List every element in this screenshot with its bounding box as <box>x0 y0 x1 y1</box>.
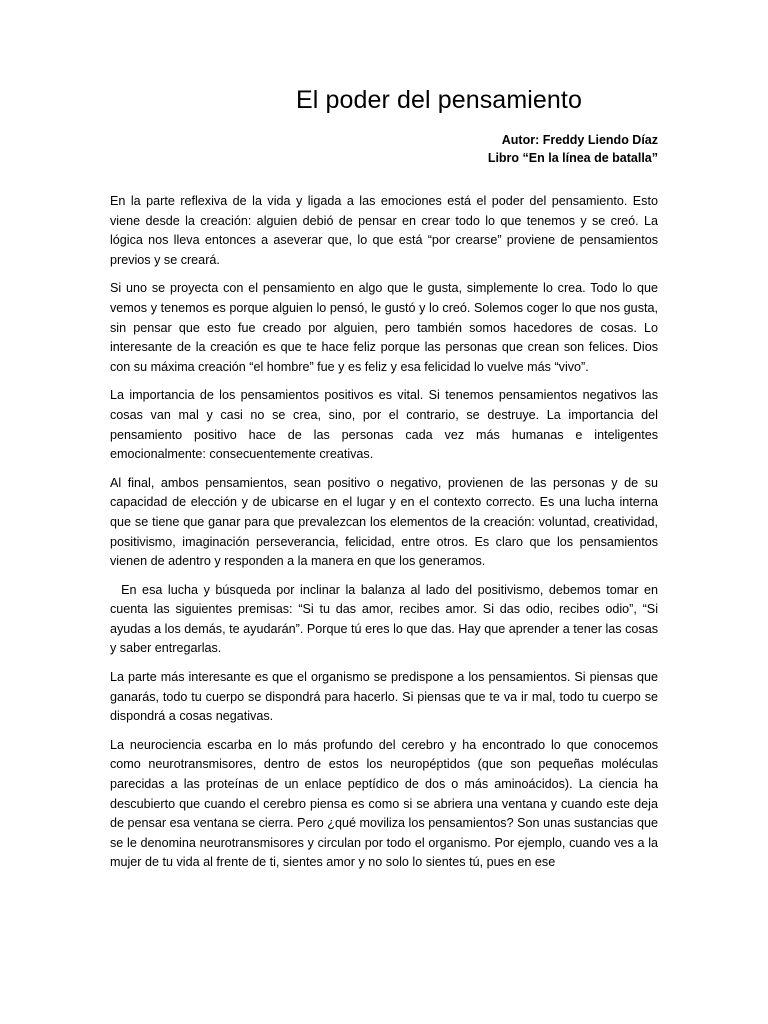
paragraph: La importancia de los pensamientos positivos es vital. Si tenemos pensamientos negativos las cosas van mal y casi no se crea, sino, por el contrario, se destruye. La importancia del pensamiento positivo hace de las personas cada vez más humanas e inteligentes emocionalmente: consecuentemente creativas. <box>110 388 658 462</box>
book-line: Libro “En la línea de batalla” <box>487 151 658 165</box>
author-line: Autor: Freddy Liendo Díaz <box>501 133 658 147</box>
paragraph: La neurociencia escarba en lo más profundo del cerebro y ha encontrado lo que conocemos como neurotransmisores, dentro de estos los neuropéptidos (que son pequeñas moléculas parecidas a las proteínas de un enlace peptídico de dos o más aminoácidos). La ciencia ha descubierto que cuando el cerebro piensa es como si se abriera una ventana y cuando este deja de pensar esa ventana se cierra. Pero ¿qué moviliza los pensamientos? Son unas sustancias que se le denomina neurotransmisores y circulan por todo el organismo. Por ejemplo, cuando ves a la mujer de tu vida al frente de ti, sientes amor y no solo lo sientes tú, pues en ese <box>110 737 658 870</box>
document-title: El poder del pensamiento <box>296 86 582 114</box>
paragraph: La parte más interesante es que el organismo se predispone a los pensamientos. Si piensas que ganarás, todo tu cuerpo se dispondrá para hacerlo. Si piensas que te va ir mal, todo tu cuerpo se dispondrá a cosas negativas. <box>110 670 658 724</box>
paragraph: Si uno se proyecta con el pensamiento en algo que le gusta, simplemente lo crea. Todo lo que vemos y tenemos es porque alguien lo pensó, le gustó y lo creó. Solemos coger lo que nos gusta, sin pensar que esto fue creado por alguien, pero también somos hacedores de cosas. Lo interesante de la creación es que te hace feliz porque las personas que crean son felices. Dios con su máxima creación “el hombre” fue y es feliz y esa felicidad lo vuelve más “vivo”. <box>110 281 658 374</box>
paragraph: En la parte reflexiva de la vida y ligada a las emociones está el poder del pensamiento. Esto viene desde la creación: alguien debió de pensar en crear todo lo que tenemos y se creó. La lógica nos lleva entonces a aseverar que, lo que está “por crearse” proviene de pensamientos previos y se creará. <box>110 194 658 267</box>
document-body <box>110 192 662 882</box>
paragraph: En esa lucha y búsqueda por inclinar la balanza al lado del positivismo, debemos tomar en cuenta las siguientes premisas: “Si tu das amor, recibes amor. Si das odio, recibes odio”, “Si ayudas a los demás, te ayudarán”. Porque tú eres lo que das. Hay que aprender a tener las cosas y saber entregarlas. <box>110 582 662 656</box>
paragraph: Al final, ambos pensamientos, sean positivo o negativo, provienen de las personas y de su capacidad de elección y de ubicarse en el lugar y en el contexto correcto. Es una lucha interna que se tiene que ganar para que prevalezcan los elementos de la creación: voluntad, creatividad, positivismo, imaginación perseverancia, felicidad, entre otros. Es claro que los pensamientos vienen de adentro y responden a la manera en que los generamos. <box>110 475 658 569</box>
author-block <box>488 131 658 167</box>
